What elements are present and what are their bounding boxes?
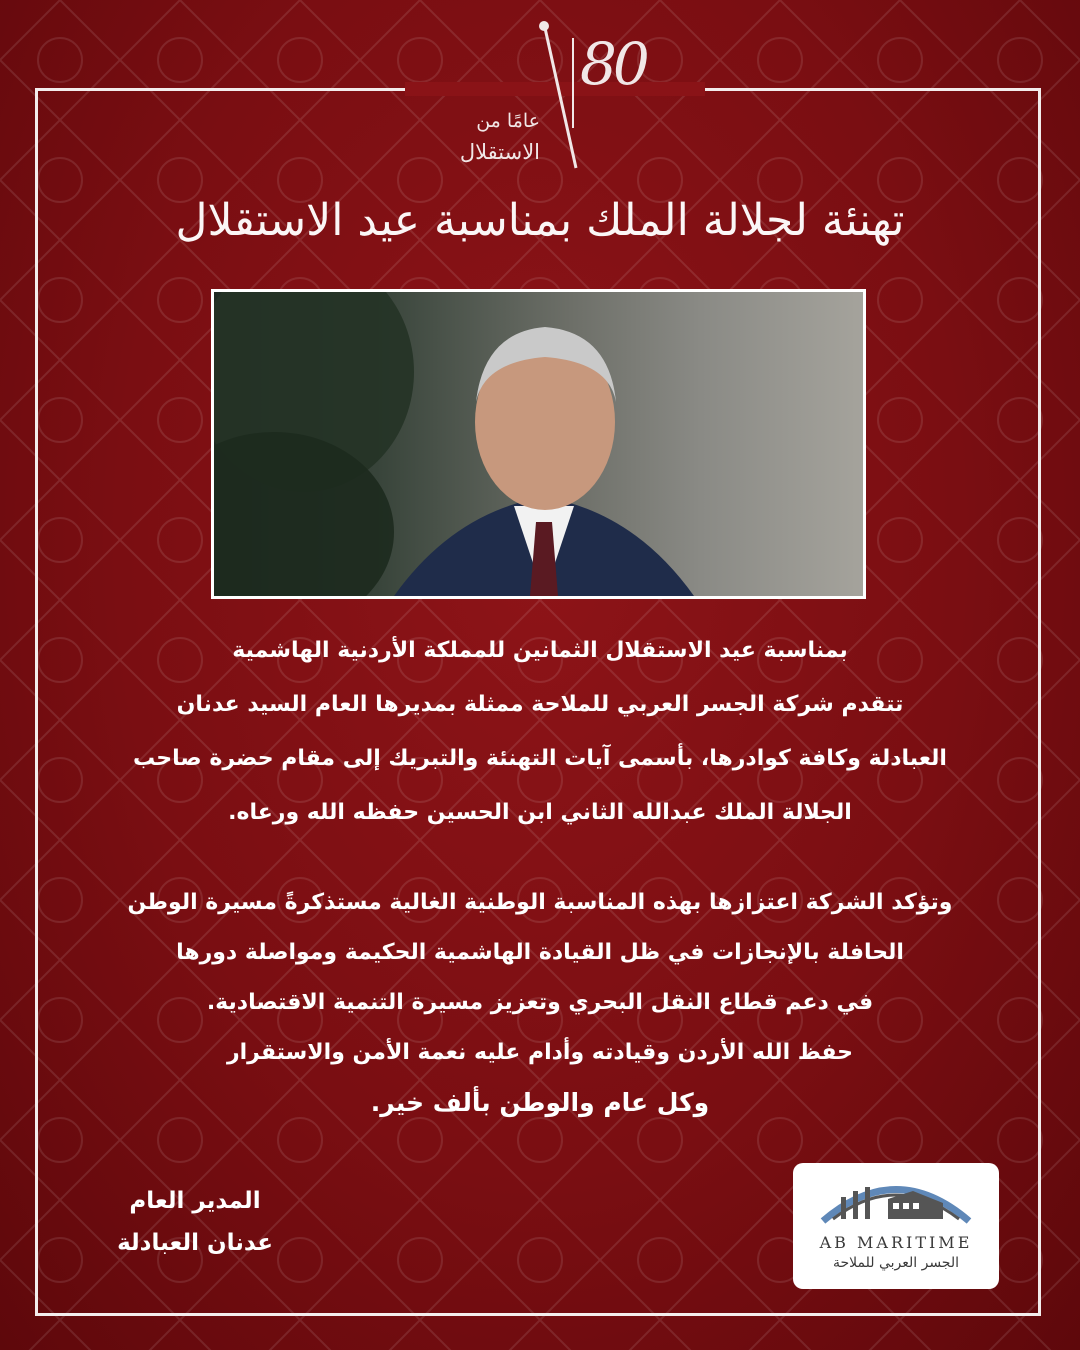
paragraph-1-line: الجلالة الملك عبدالله الثاني ابن الحسين حفظه الله ورعاه. <box>228 800 852 825</box>
brand-name-en: AB MARITIME <box>819 1233 973 1252</box>
portrait-illustration <box>214 292 863 596</box>
paragraph-1 <box>60 624 1020 840</box>
company-logo <box>793 1163 999 1289</box>
portrait-photo <box>211 289 866 599</box>
paragraph-2-line: وتؤكد الشركة اعتزازها بهذه المناسبة الوطنية الغالية مستذكرةً مسيرة الوطن <box>127 890 953 915</box>
emblem-line2: الاستقلال <box>459 140 540 164</box>
brand-name-ar: الجسر العربي للملاحة <box>832 1255 959 1271</box>
signature-role: المدير العام <box>129 1188 261 1214</box>
paragraph-2 <box>60 878 1020 1128</box>
paragraph-2-line: حفظ الله الأردن وقيادته وأدام عليه نعمة الأمن والاستقرار <box>226 1040 854 1065</box>
signature-name: عدنان العبادلة <box>117 1230 273 1256</box>
page-title: تهنئة لجلالة الملك بمناسبة عيد الاستقلال <box>175 195 905 246</box>
emblem-line1: عامًا من <box>476 110 540 132</box>
paragraph-2-line: الحافلة بالإنجازات في ظل القيادة الهاشمية الحكيمة ومواصلة دورها <box>176 940 904 965</box>
paragraph-1-line: العبادلة وكافة كوادرها، بأسمى آيات التهنئة والتبريك إلى مقام حضرة صاحب <box>133 746 947 771</box>
emblem-number: 80 <box>580 30 646 98</box>
bridge-ship-icon <box>793 1163 999 1233</box>
paragraph-1-line: تتقدم شركة الجسر العربي للملاحة ممثلة بمديرها العام السيد عدنان <box>176 692 904 717</box>
closing-line: وكل عام والوطن بألف خير. <box>370 1088 710 1117</box>
paragraph-2-line: في دعم قطاع النقل البحري وتعزيز مسيرة التنمية الاقتصادية. <box>206 990 874 1015</box>
paragraph-1-line: بمناسبة عيد الاستقلال الثمانين للمملكة الأردنية الهاشمية <box>232 638 848 663</box>
independence-80-emblem <box>370 18 690 178</box>
signature-block <box>80 1180 310 1264</box>
